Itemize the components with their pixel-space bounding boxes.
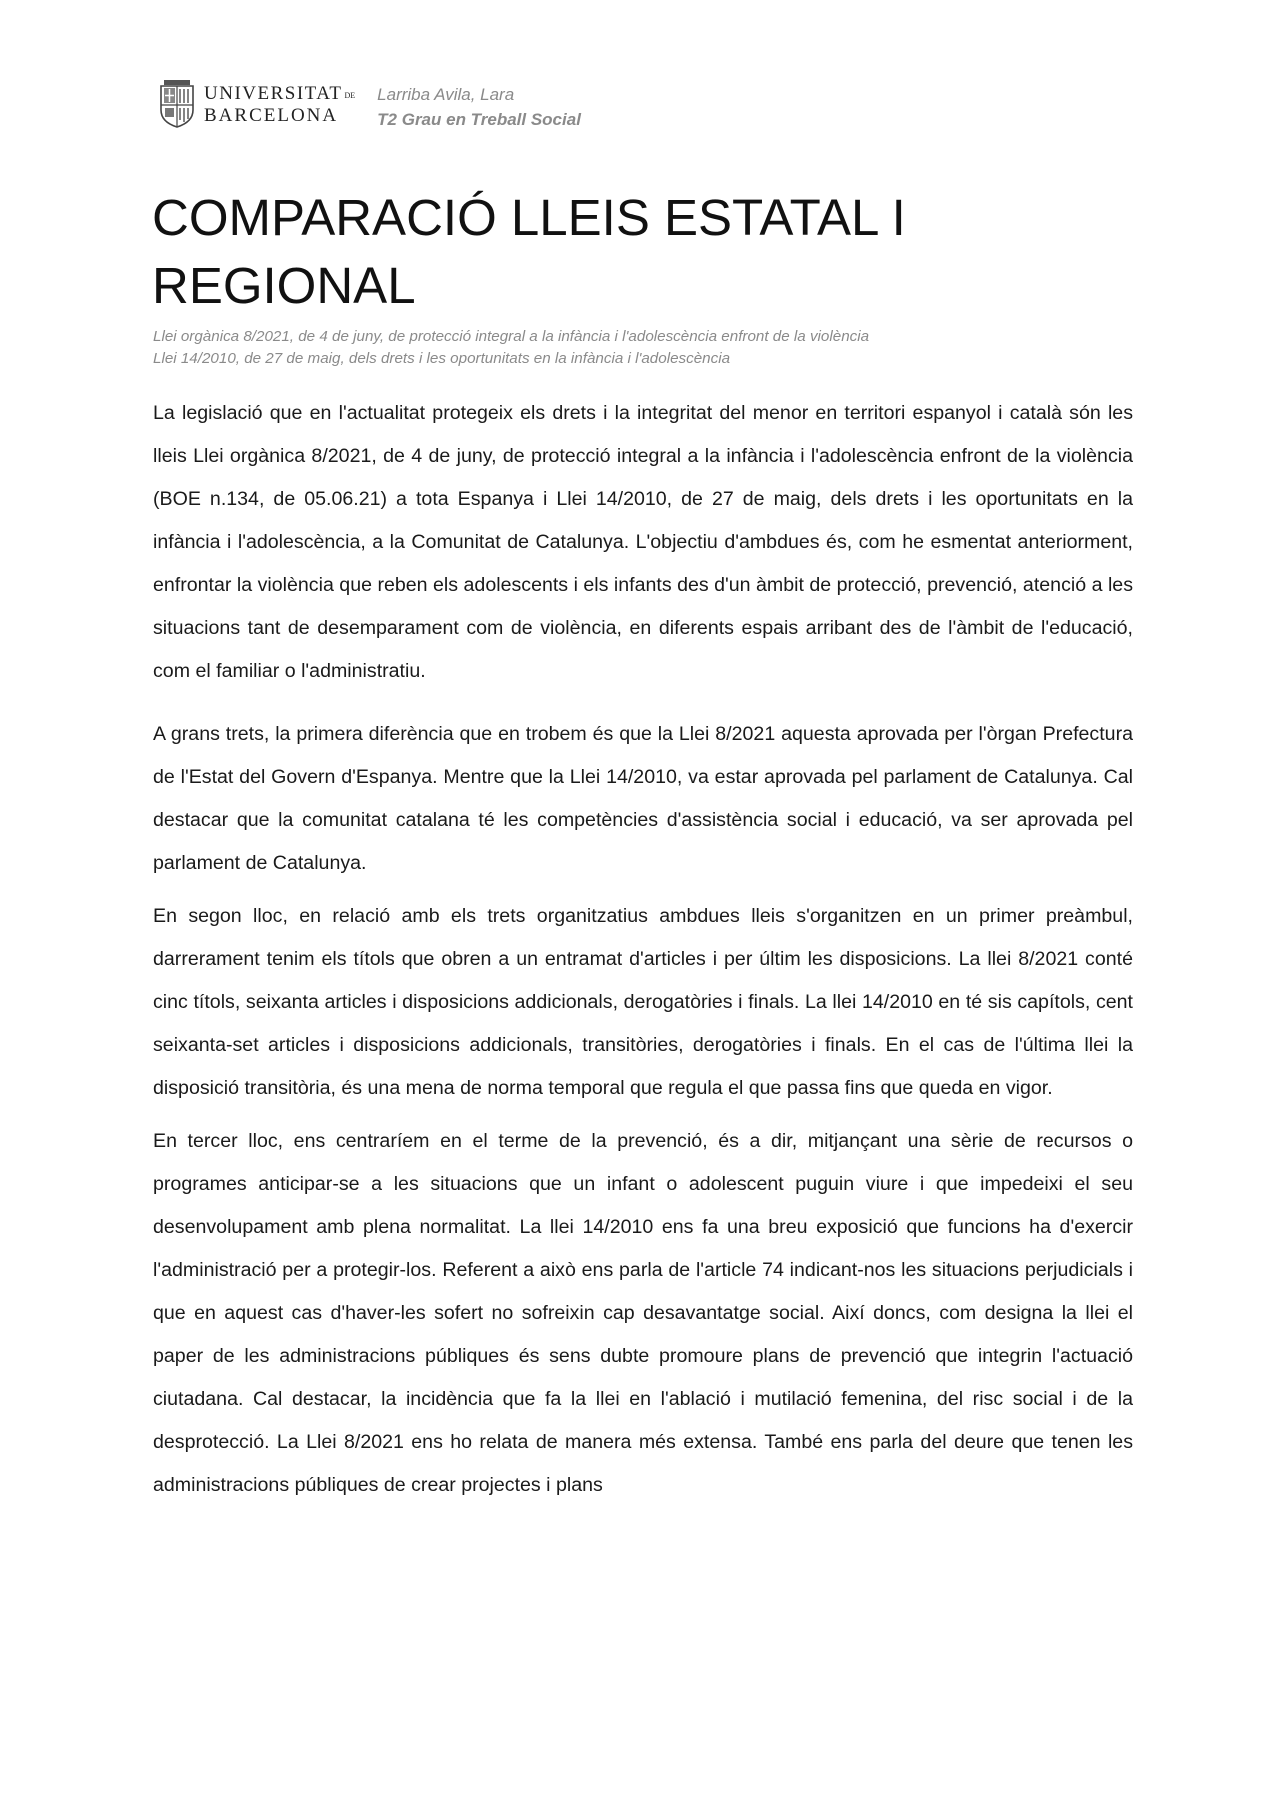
page-header	[158, 80, 581, 132]
paragraph-4: En tercer lloc, ens centraríem en el terme de la prevenció, és a dir, mitjançant una sèrie de recursos o programes anticipar-se a les situacions que un infant o adolescent puguin viure i que impedeixi el seu desenvolupament amb plena normalitat. La llei 14/2010 ens fa una breu exposició que funcions ha d'exercir l'administració per a protegir-los. Referent a això ens parla de l'article 74 indicant-nos les situacions perjudicials i que en aquest cas d'haver-les sofert no sofreixin cap desavantatge social. Així doncs, com designa la llei el paper de les administracions públiques és sens dubte promoure plans de prevenció que integrin l'actuació ciutadana. Cal destacar, la incidència que fa la llei en l'ablació i mutilació femenina, del risc social i de la desprotecció. La Llei 8/2021 ens ho relata de manera més extensa. També ens parla del deure que tenen les administracions públiques de crear projectes i plans	[153, 1130, 1133, 1496]
university-logo	[158, 80, 355, 128]
document-body	[153, 392, 1133, 1517]
university-name-de: DE	[344, 90, 356, 100]
university-name-line1: UNIVERSITAT	[204, 82, 343, 104]
document-title: COMPARACIÓ LLEIS ESTATAL I REGIONAL	[152, 189, 906, 314]
author-block	[377, 82, 581, 132]
paragraph-3: En segon lloc, en relació amb els trets organitzatius ambdues lleis s'organitzen en un primer preàmbul, darrerament tenim els títols que obren a un entramat d'articles i per últim les disposicions. La llei 8/2021 conté cinc títols, seixanta articles i disposicions addicionals, derogatòries i finals. La llei 14/2010 en té sis capítols, cent seixanta-set articles i disposicions addicionals, transitòries, derogatòries i finals. En el cas de l'última llei la disposició transitòria, és una mena de norma temporal que regula el que passa fins que queda en vigor.	[153, 905, 1133, 1099]
paragraph-2: A grans trets, la primera diferència que en trobem és que la Llei 8/2021 aquesta aprovada per l'òrgan Prefectura de l'Estat del Govern d'Espanya. Mentre que la Llei 14/2010, va estar aprovada pel parlament de Catalunya. Cal destacar que la comunitat catalana té les competències d'assistència social i educació, va ser aprovada pel parlament de Catalunya.	[153, 723, 1133, 874]
author-name: Larriba Avila, Lara	[377, 85, 515, 104]
university-name-line2: BARCELONA	[204, 104, 339, 126]
course-name: T2 Grau en Treball Social	[377, 110, 581, 129]
paragraph-1: La legislació que en l'actualitat protegeix els drets i la integritat del menor en territori espanyol i català són les lleis Llei orgànica 8/2021, de 4 de juny, de protecció integral a la infància i l'adolescència enfront de la violència (BOE n.134, de 05.06.21) a tota Espanya i Llei 14/2010, de 27 de maig, dels drets i les oportunitats en la infància i l'adolescència, a la Comunitat de Catalunya. L'objectiu d'ambdues és, com he esmentat anteriorment, enfrontar la violència que reben els adolescents i els infants des d'un àmbit de protecció, prevenció, atenció a les situacions tant de desemparament com de violència, en diferents espais arribant des de l'àmbit de l'educació, com el familiar o l'administratiu.	[153, 402, 1133, 682]
law-reference-1: Llei orgànica 8/2021, de 4 de juny, de protecció integral a la infància i l'adolescència enfront de la violència	[153, 328, 870, 345]
law-references	[153, 326, 1153, 370]
law-reference-2: Llei 14/2010, de 27 de maig, dels drets i les oportunitats en la infància i l'adolescència	[153, 350, 731, 367]
university-name	[204, 84, 355, 125]
university-crest-icon	[158, 80, 196, 128]
